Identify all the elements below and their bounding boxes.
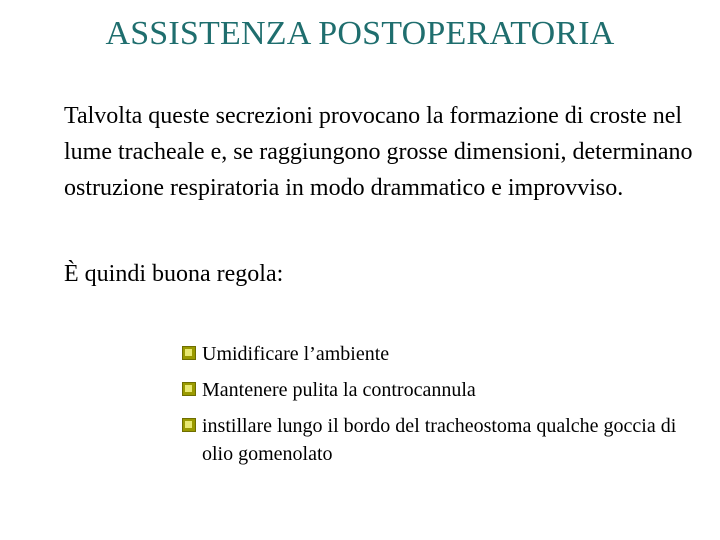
bullet-text: Umidificare l’ambiente bbox=[202, 343, 390, 365]
bullet-item bbox=[182, 376, 682, 404]
checkbox-bullet-icon bbox=[182, 346, 196, 360]
checkbox-bullet-icon bbox=[182, 382, 196, 396]
bullet-item bbox=[182, 340, 682, 368]
bullet-text: Mantenere pulita la controcannula bbox=[202, 379, 476, 401]
bullet-text: instillare lungo il bordo del tracheostoma qualche goccia di olio gomenolato bbox=[202, 415, 677, 465]
slide-title: ASSISTENZA POSTOPERATORIA bbox=[105, 15, 615, 52]
body-paragraph: Talvolta queste secrezioni provocano la formazione di croste nel lume tracheale e, se raggiungono grosse dimensioni, determinano ostruzione respiratoria in modo drammatico e improvviso. bbox=[64, 103, 693, 201]
checkbox-bullet-icon bbox=[182, 418, 196, 432]
bullet-list bbox=[182, 340, 682, 476]
rule-intro: È quindi buona regola: bbox=[64, 261, 284, 287]
bullet-item bbox=[182, 412, 682, 468]
